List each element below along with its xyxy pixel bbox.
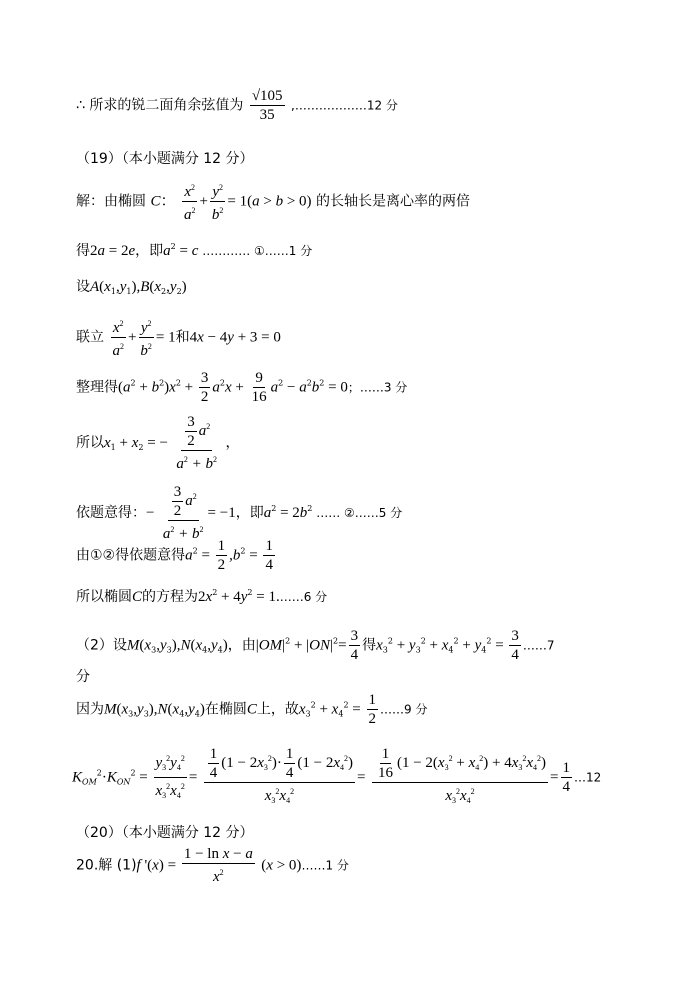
text: 联立 [76, 329, 104, 346]
score-marker: …… ②……5 分 [312, 506, 403, 520]
text: 的长轴长是离心率的两倍 [316, 193, 471, 210]
line-score-wrap: 分 [76, 669, 90, 685]
text: 得 [362, 637, 377, 654]
line-part2-setup: （2）设$M(x_3,y_3),N(x_4,y_4)$，由$|OM|^2 + |ON|^2=$ $\frac{3}{4}$ 得$x_3^2 + y_3^2 + x_4^2 + y_4^2$ = $\frac{3}{4}$ ……7 [76, 628, 555, 663]
score-marker: …12 [574, 770, 602, 785]
score-marker: ；……3 分 [347, 380, 408, 395]
text: 所以 [76, 435, 104, 451]
section-heading-20: （20）（本小题满分 12 分） [76, 825, 254, 841]
score-marker: ……7 [522, 638, 555, 653]
text: （2）设 [76, 637, 127, 654]
text: 20.解 (1) [76, 857, 137, 874]
section-heading-19: （19）（本小题满分 12 分） [76, 151, 254, 167]
text: 设 [76, 279, 90, 295]
text: 由①②得依题意得 [76, 547, 186, 564]
text: ∴ 所求的锐二面角余弦值为 [76, 97, 244, 114]
line-on-ellipse: 因为$M(x_3,y_3),N(x_4,y_4)$在椭圆C上，故$x_3^2 + x_4^2$ = $\frac{1}{2}$ ……9 分 [76, 692, 428, 727]
text: 因为 [76, 701, 104, 718]
score-marker: ……9 分 [380, 702, 428, 717]
line-ellipse-equation: 所以椭圆C的方程为$2x^2 + 4y^2$ = 1.……6 分 [76, 588, 328, 605]
text: 在椭圆 [204, 701, 247, 718]
text: 的方程为 [142, 589, 199, 605]
line-system: 联立 $\frac{x^2}{a^2}$ + $\frac{y^2}{b^2}$ = 1和4x − 4y + 3 = 0 [76, 316, 676, 359]
text: 上，故 [256, 701, 299, 718]
text: 所以椭圆 [76, 589, 132, 605]
score-marker: ……1 分 [301, 858, 349, 873]
line-condition: 依题意得：− $\frac{3}{2}$ $a^2$ $a^2 + b^2$ = −1，即$a^2 = 2b^2$ …… ②……5 分 [76, 484, 403, 542]
line-slope-product: $K_{OM}^2\cdot K_{ON}^2$ = $\frac{y_3^2y_4^2}{x_3^2x_4^2}$ = $\frac{1}{4}$ $(1 - 2x_3^2)\cdot$ $\frac{1}{4}$ $(1 - 2x_4^2)$ $x_3^2x_4^2$ = $\frac{1}{16}$ $(1 - 2(x_3^2 + x_4^2) + 4x_3^2x_4^2)$ $x_3^2x_4^2$ = $\frac{1}{4}$ …12 [72, 746, 602, 805]
fraction-denominator: 35 [259, 107, 275, 123]
line-relation-1: 得2a = 2e，即$a^2 = c$ ………… ①……1 分 [76, 242, 313, 259]
text: 得 [76, 243, 90, 259]
text: 解：由椭圆 [76, 193, 146, 210]
text: ， [225, 435, 240, 451]
text: 和 [175, 329, 190, 346]
line-cosine-value [76, 88, 676, 123]
line-sum-roots: 所以$x_1 + x_2$ = − $\frac{3}{2}$ $a^2$ $a^2 + b^2$ ， [76, 414, 240, 472]
text: 依题意得： [76, 505, 146, 521]
score-marker: ……6 分 [279, 590, 328, 604]
line-quadratic: 整理得$(a^2 + b^2)x^2$ + $\frac{3}{2}$ $a^2x$ + $\frac{9}{16}$ $a^2 - a^2b^2 = 0$；……3 分 [76, 370, 408, 405]
score-marker: ,………………12 分 [291, 98, 398, 113]
line-solve-ab: 由①②得依题意得$a^2$ = $\frac{1}{2}$ $,b^2$ = $\frac{1}{4}$ [76, 538, 273, 573]
text: ，即 [135, 243, 164, 259]
fraction-numerator: √105 [251, 88, 283, 104]
line-points-ab: 设$A(x_1,y_1),B(x_2,y_2)$ [76, 279, 187, 296]
line-ellipse-definition: 解：由椭圆 C： $\frac{x^2}{a^2}$ + $\frac{y^2}{b^2}$ = 1(a > b > 0) 的长轴长是离心率的两倍 [76, 180, 676, 223]
line-derivative: 20.解 (1)f '(x) = $\frac{\text{1 − ln x − a}}{x^2}$ (x > 0)……1 分 [76, 846, 349, 885]
score-marker: ………… ①……1 分 [198, 244, 313, 258]
fraction [250, 88, 285, 123]
text: ，由 [227, 637, 256, 654]
text: ，即 [235, 505, 264, 521]
